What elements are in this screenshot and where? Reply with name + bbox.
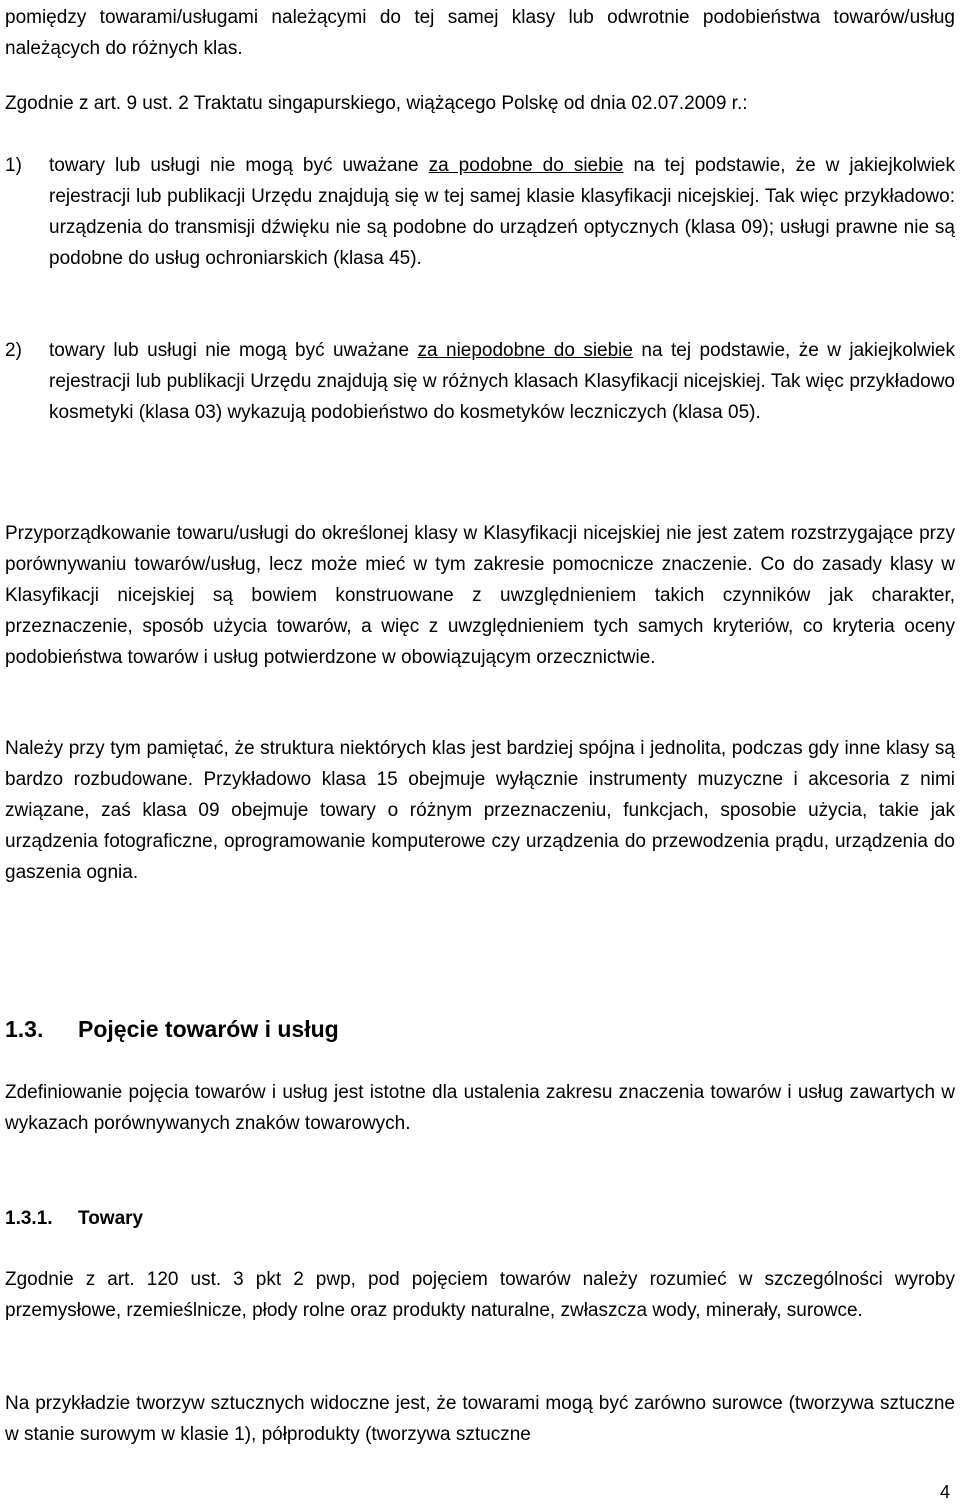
- list-item: [5, 335, 955, 428]
- goods-definition-paragraph: Zgodnie z art. 120 ust. 3 pkt 2 pwp, pod pojęciem towarów należy rozumieć w szczególności wyroby przemysłowe, rzemieślnicze, płody rolne oraz produkty naturalne, zwłaszcza wody, minerały, surowce.: [5, 1269, 955, 1321]
- class-structure-paragraph: Należy przy tym pamiętać, że struktura niektórych klas jest bardziej spójna i jednolita, podczas gdy inne klasy są bardzo rozbudowane. Przykładowo klasa 15 obejmuje wyłącznie instrumenty muzyczne i akcesoria z nimi związane, zaś klasa 09 obejmuje towary o różnym przeznaczeniu, funkcjach, sposobie użycia, takie jak urządzenia fotograficzne, oprogramowanie komputerowe czy urządzenia do przewodzenia prądu, urządzenia do gaszenia ognia.: [5, 738, 955, 883]
- intro-paragraph: pomiędzy towarami/usługami należącymi do tej samej klasy lub odwrotnie podobieństwa towarów/usług należących do różnych klas.: [5, 7, 955, 59]
- document-page: [5, 0, 955, 1509]
- definition-paragraph: Zdefiniowanie pojęcia towarów i usług jest istotne dla ustalenia zakresu znaczenia towarów i usług zawartych w wykazach porównywanych znaków towarowych.: [5, 1082, 955, 1134]
- list-item-text: [49, 150, 955, 274]
- list-item-number: 1): [5, 155, 22, 176]
- section-heading: [5, 1013, 339, 1045]
- list-item-number: 2): [5, 340, 22, 361]
- section-number: 1.3.: [5, 1016, 44, 1042]
- page-number: 4: [939, 1482, 950, 1502]
- underlined-phrase: za niepodobne do siebie: [417, 340, 633, 361]
- list-item-text: [49, 335, 955, 428]
- section-title: Pojęcie towarów i usług: [78, 1016, 339, 1042]
- subsection-heading: [5, 1203, 143, 1234]
- plastics-example-paragraph: Na przykładzie tworzyw sztucznych widoczne jest, że towarami mogą być zarówno surowce (tworzywa sztuczne w stanie surowym w klasie 1), półprodukty (tworzywa sztuczne: [5, 1393, 955, 1445]
- underlined-phrase: za podobne do siebie: [428, 155, 624, 176]
- list-item-text-start: towary lub usługi nie mogą być uważane: [49, 340, 418, 361]
- list-item: [5, 150, 955, 274]
- subsection-number: 1.3.1.: [5, 1208, 53, 1229]
- list-item-text-start: towary lub usługi nie mogą być uważane: [49, 155, 429, 176]
- classification-paragraph: Przyporządkowanie towaru/usługi do określonej klasy w Klasyfikacji nicejskiej nie jest zatem rozstrzygające przy porównywaniu towarów/usług, lecz może mieć w tym zakresie pomocnicze znaczenie. Co do zasady klasy w Klasyfikacji nicejskiej są bowiem konstruowane z uwzględnieniem takich czynników jak charakter, przeznaczenie, sposób użycia towarów, a więc z uwzględnieniem tych samych kryteriów, co kryteria oceny podobieństwa towarów i usług potwierdzone w obowiązującym orzecznictwie.: [5, 523, 955, 668]
- subsection-title: Towary: [78, 1208, 144, 1229]
- list-item-text-rest: na tej podstawie, że w jakiejkolwiek rejestracji lub publikacji Urzędu znajdują się w tej samej klasie klasyfikacji nicejskiej. Tak więc przykładowo: urządzenia do transmisji dźwięku nie są podobne do urządzeń optycznych (klasa 09); usługi prawne nie są podobne do usług ochroniarskich (klasa 45).: [49, 155, 955, 269]
- list-item-text-rest: na tej podstawie, że w jakiejkolwiek rejestracji lub publikacji Urzędu znajdują się w różnych klasach Klasyfikacji nicejskiej. Tak więc przykładowo kosmetyki (klasa 03) wykazują podobieństwo do kosmetyków leczniczych (klasa 05).: [49, 340, 955, 423]
- treaty-reference-line: Zgodnie z art. 9 ust. 2 Traktatu singapurskiego, wiążącego Polskę od dnia 02.07.2009 r.:: [5, 93, 748, 114]
